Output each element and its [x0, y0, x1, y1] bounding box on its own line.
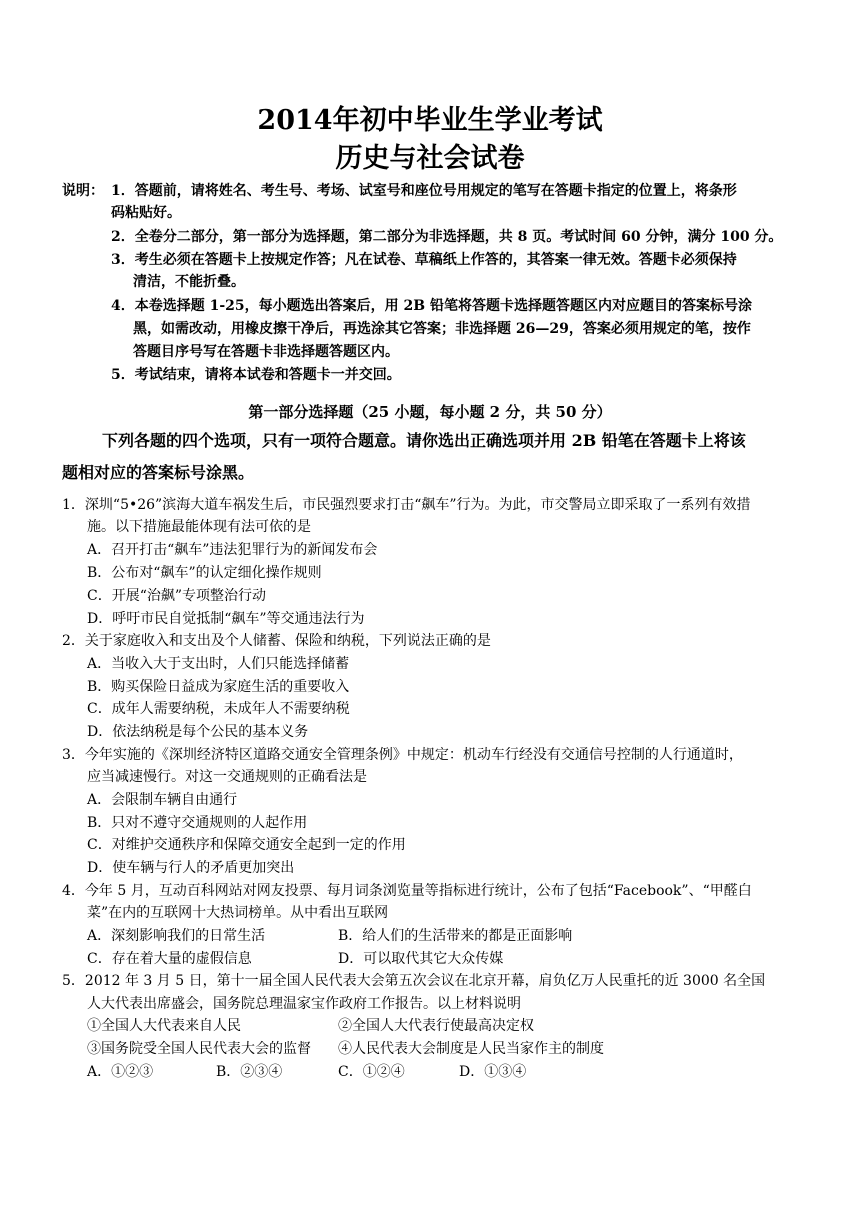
- instruction-line: 2．全卷分二部分，第一部分为选择题，第二部分为非选择题，共 8 页。考试时间 60 分钟，满分 100 分。: [111, 229, 783, 245]
- question-4-stem: 菜”在内的互联网十大热词榜单。从中看出互联网: [87, 905, 389, 921]
- question-3-stem: 应当减速慢行。对这一交通规则的正确看法是: [87, 769, 367, 785]
- question-5-statement-4: ④人民代表大会制度是人民当家作主的制度: [338, 1041, 604, 1057]
- instruction-line: 码粘贴好。: [111, 205, 181, 221]
- exam-subtitle: 历史与社会试卷: [335, 143, 525, 174]
- question-4-option-d: D．可以取代其它大众传媒: [338, 951, 504, 967]
- question-5-statement-3: ③国务院受全国人民代表大会的监督: [87, 1041, 311, 1057]
- question-3-option-b: B．只对不遵守交通规则的人起作用: [87, 815, 308, 831]
- question-5-statement-1: ①全国人大代表来自人民: [87, 1018, 241, 1034]
- instruction-line: 3．考生必须在答题卡上按规定作答；凡在试卷、草稿纸上作答的，其答案一律无效。答题卡必须保持: [111, 252, 737, 268]
- question-2-option-d: D．依法纳税是每个公民的基本义务: [87, 724, 309, 740]
- instruction-line: 4．本卷选择题 1-25，每小题选出答案后，用 2B 铅笔将答题卡选择题答题区内对应题目的答案标号涂: [111, 298, 752, 314]
- section-directions: 下列各题的四个选项，只有一项符合题意。请你选出正确选项并用 2B 铅笔在答题卡上将该: [102, 431, 746, 450]
- question-2-option-a: A．当收入大于支出时，人们只能选择储蓄: [87, 656, 350, 672]
- exam-title: 2014年初中毕业生学业考试: [257, 105, 603, 136]
- question-5-statement-2: ②全国人大代表行使最高决定权: [338, 1018, 534, 1034]
- section-directions: 题相对应的答案标号涂黑。: [62, 463, 255, 482]
- instructions-label: 说明：: [62, 183, 104, 199]
- question-4-option-c: C．存在着大量的虚假信息: [87, 951, 252, 967]
- instruction-line: 清洁，不能折叠。: [133, 274, 245, 290]
- instruction-line: 5．考试结束，请将本试卷和答题卡一并交回。: [111, 367, 401, 383]
- section-heading: 第一部分选择题（25 小题，每小题 2 分，共 50 分）: [248, 403, 612, 421]
- question-5-stem: 5．2012 年 3 月 5 日，第十一届全国人民代表大会第五次会议在北京开幕，肩负亿万人民重托的近 3000 名全国: [62, 973, 766, 989]
- question-1-stem: 1．深圳“5•26”滨海大道车祸发生后，市民强烈要求打击“飙车”行为。为此，市交警局立即采取了一系列有效措: [62, 497, 751, 513]
- question-4-option-a: A．深刻影响我们的日常生活: [87, 928, 266, 944]
- question-5-option-c: C．①②④: [338, 1064, 405, 1080]
- question-1-stem: 施。以下措施最能体现有法可依的是: [87, 519, 311, 535]
- question-1-option-a: A．召开打击“飙车”违法犯罪行为的新闻发布会: [87, 542, 378, 558]
- question-4-stem: 4．今年 5 月，互动百科网站对网友投票、每月词条浏览量等指标进行统计，公布了包括“Facebook”、“甲醛白: [62, 883, 752, 899]
- question-2-option-b: B．购买保险日益成为家庭生活的重要收入: [87, 679, 350, 695]
- instruction-line: 1．答题前，请将姓名、考生号、考场、试室号和座位号用规定的笔写在答题卡指定的位置上，将条形: [111, 183, 737, 199]
- question-5-option-d: D．①③④: [459, 1064, 527, 1080]
- question-3-option-a: A．会限制车辆自由通行: [87, 792, 238, 808]
- question-3-option-c: C．对维护交通秩序和保障交通安全起到一定的作用: [87, 837, 406, 853]
- question-5-option-a: A．①②③: [87, 1064, 154, 1080]
- question-2-stem: 2．关于家庭收入和支出及个人储蓄、保险和纳税，下列说法正确的是: [62, 633, 491, 649]
- instruction-line: 黑，如需改动，用橡皮擦干净后，再选涂其它答案；非选择题 26—29，答案必须用规定的笔，按作: [133, 321, 751, 337]
- question-1-option-c: C．开展“治飙”专项整治行动: [87, 588, 267, 604]
- question-1-option-b: B．公布对“飙车”的认定细化操作规则: [87, 565, 322, 581]
- question-1-option-d: D．呼吁市民自觉抵制“飙车”等交通违法行为: [87, 611, 365, 627]
- question-2-option-c: C．成年人需要纳税，未成年人不需要纳税: [87, 701, 350, 717]
- question-4-option-b: B．给人们的生活带来的都是正面影响: [338, 928, 573, 944]
- instruction-line: 答题目序号写在答题卡非选择题答题区内。: [133, 344, 399, 360]
- question-5-stem: 人大代表出席盛会，国务院总理温家宝作政府工作报告。以上材料说明: [87, 996, 521, 1012]
- question-5-option-b: B．②③④: [216, 1064, 283, 1080]
- question-3-option-d: D．使车辆与行人的矛盾更加突出: [87, 860, 295, 876]
- question-3-stem: 3．今年实施的《深圳经济特区道路交通安全管理条例》中规定：机动车行经没有交通信号控制的人行通道时，: [62, 747, 743, 763]
